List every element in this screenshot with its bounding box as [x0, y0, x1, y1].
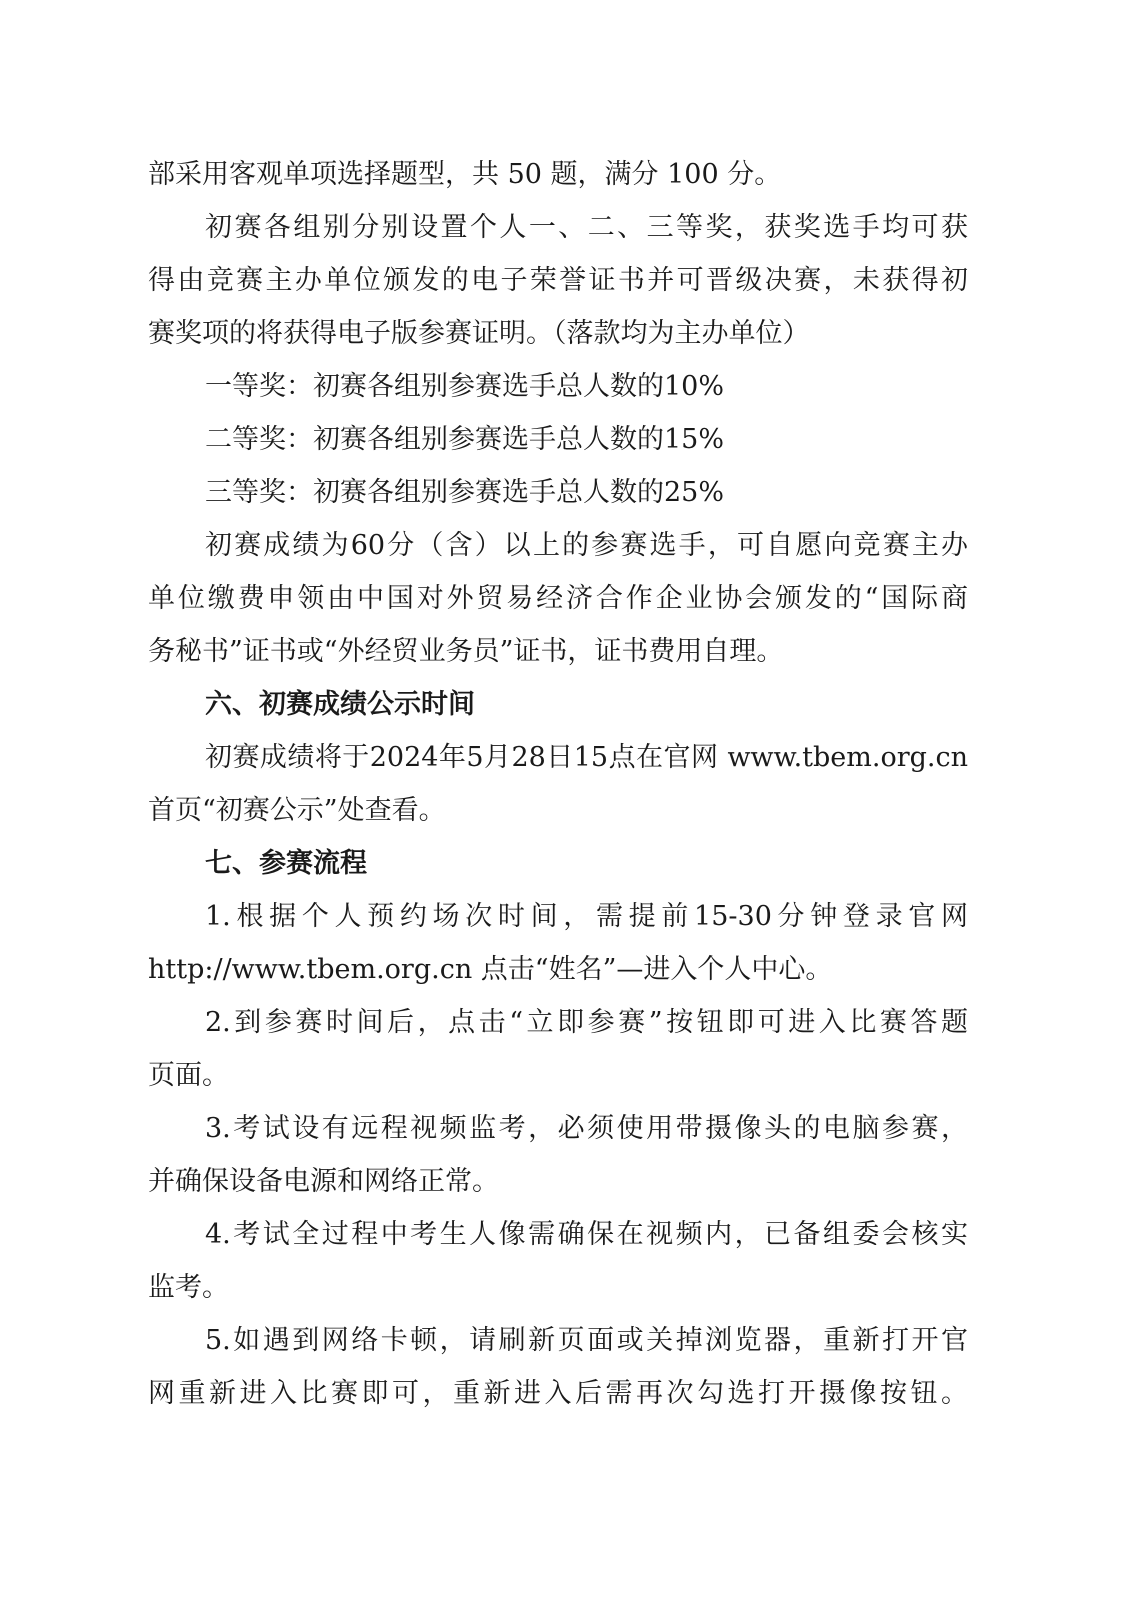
text-line: 网重新进入比赛即可，重新进入后需再次勾选打开摄像按钮。	[148, 1378, 968, 1409]
text-line: 页面。	[148, 1060, 229, 1091]
step-3: 3.考试设有远程视频监考，必须使用带摄像头的电脑参赛，	[205, 1113, 968, 1144]
step-1: 1.根据个人预约场次时间，需提前15-30分钟登录官网	[205, 901, 968, 932]
text-line: 初赛成绩将于2024年5月28日15点在官网 www.tbem.org.cn	[205, 742, 968, 773]
first-prize-line: 一等奖：初赛各组别参赛选手总人数的10%	[205, 371, 725, 402]
text-line: http://www.tbem.org.cn 点击“姓名”—进入个人中心。	[148, 954, 833, 985]
second-prize-line: 二等奖：初赛各组别参赛选手总人数的15%	[205, 424, 725, 455]
text-line: 监考。	[148, 1272, 229, 1303]
text-line: 赛奖项的将获得电子版参赛证明。（落款均为主办单位）	[148, 318, 810, 349]
step-2: 2.到参赛时间后，点击“立即参赛”按钮即可进入比赛答题	[205, 1007, 968, 1038]
text-line: 并确保设备电源和网络正常。	[148, 1166, 499, 1197]
text-line: 部采用客观单项选择题型，共 50 题，满分 100 分。	[148, 159, 782, 190]
text-line: 务秘书”证书或“外经贸业务员”证书，证书费用自理。	[148, 636, 784, 667]
section-heading-7: 七、参赛流程	[205, 848, 367, 879]
third-prize-line: 三等奖：初赛各组别参赛选手总人数的25%	[205, 477, 725, 508]
text-line: 得由竞赛主办单位颁发的电子荣誉证书并可晋级决赛，未获得初	[148, 265, 968, 296]
step-5: 5.如遇到网络卡顿，请刷新页面或关掉浏览器，重新打开官	[205, 1325, 968, 1356]
step-4: 4.考试全过程中考生人像需确保在视频内，已备组委会核实	[205, 1219, 968, 1250]
text-line: 单位缴费申领由中国对外贸易经济合作企业协会颁发的“国际商	[148, 583, 968, 614]
text-line: 初赛成绩为60分（含）以上的参赛选手，可自愿向竞赛主办	[205, 530, 968, 561]
section-heading-6: 六、初赛成绩公示时间	[205, 689, 475, 720]
text-line: 首页“初赛公示”处查看。	[148, 795, 446, 826]
text-line: 初赛各组别分别设置个人一、二、三等奖，获奖选手均可获	[205, 212, 968, 243]
